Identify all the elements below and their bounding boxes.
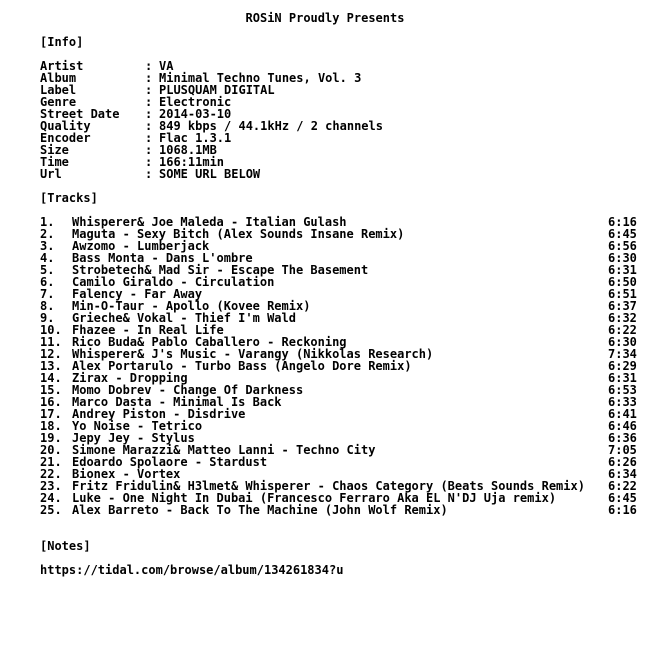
track-title: Marco Dasta - Minimal Is Back bbox=[72, 395, 282, 409]
track-title: Awzomo - Lumberjack bbox=[72, 239, 210, 253]
info-row bbox=[40, 132, 640, 144]
track-number: 6. bbox=[40, 275, 55, 289]
track-number: 11. bbox=[40, 335, 62, 349]
track-number: 23. bbox=[40, 479, 62, 493]
track-number: 5. bbox=[40, 263, 55, 277]
track-duration: 6:33 bbox=[608, 395, 637, 409]
track-row bbox=[40, 504, 640, 516]
track-duration: 6:41 bbox=[608, 407, 637, 421]
track-title: Camilo Giraldo - Circulation bbox=[72, 275, 275, 289]
track-duration: 7:05 bbox=[608, 443, 637, 457]
info-separator: : bbox=[145, 83, 153, 97]
track-number: 22. bbox=[40, 467, 62, 481]
info-key: Album bbox=[40, 71, 77, 85]
track-number: 14. bbox=[40, 371, 62, 385]
track-title: Alex Barreto - Back To The Machine (John Wolf Remix) bbox=[72, 503, 448, 517]
track-list bbox=[40, 216, 640, 516]
info-separator: : bbox=[145, 155, 153, 169]
info-separator: : bbox=[145, 143, 153, 157]
track-number: 20. bbox=[40, 443, 62, 457]
track-title: Alex Portarulo - Turbo Bass (Angelo Dore Remix) bbox=[72, 359, 412, 373]
track-title: Maguta - Sexy Bitch (Alex Sounds Insane Remix) bbox=[72, 227, 405, 241]
track-title: Rico Buda& Pablo Caballero - Reckoning bbox=[72, 335, 347, 349]
info-value: PLUSQUAM DIGITAL bbox=[159, 83, 275, 97]
track-duration: 6:36 bbox=[608, 431, 637, 445]
track-number: 19. bbox=[40, 431, 62, 445]
track-duration: 6:30 bbox=[608, 335, 637, 349]
info-separator: : bbox=[145, 107, 153, 121]
track-duration: 7:34 bbox=[608, 347, 637, 361]
info-separator: : bbox=[145, 59, 153, 73]
track-number: 12. bbox=[40, 347, 62, 361]
track-duration: 6:16 bbox=[608, 215, 637, 229]
track-duration: 6:50 bbox=[608, 275, 637, 289]
track-duration: 6:29 bbox=[608, 359, 637, 373]
track-number: 15. bbox=[40, 383, 62, 397]
track-title: Luke - One Night In Dubai (Francesco Ferraro Aka EL N'DJ Uja remix) bbox=[72, 491, 557, 505]
track-title: Zirax - Dropping bbox=[72, 371, 188, 385]
info-row bbox=[40, 144, 640, 156]
track-title: Momo Dobrev - Change Of Darkness bbox=[72, 383, 304, 397]
info-separator: : bbox=[145, 131, 153, 145]
track-title: Simone Marazzi& Matteo Lanni - Techno City bbox=[72, 443, 376, 457]
info-row bbox=[40, 156, 640, 168]
track-duration: 6:51 bbox=[608, 287, 637, 301]
track-duration: 6:31 bbox=[608, 371, 637, 385]
track-title: Bass Monta - Dans L'ombre bbox=[72, 251, 253, 265]
track-title: Whisperer& Joe Maleda - Italian Gulash bbox=[72, 215, 347, 229]
track-title: Whisperer& J's Music - Varangy (Nikkolas Research) bbox=[72, 347, 434, 361]
tracks-section-title: [Tracks] bbox=[40, 191, 98, 205]
track-duration: 6:32 bbox=[608, 311, 637, 325]
track-number: 17. bbox=[40, 407, 62, 421]
track-number: 21. bbox=[40, 455, 62, 469]
track-duration: 6:26 bbox=[608, 455, 637, 469]
track-title: Falency - Far Away bbox=[72, 287, 203, 301]
track-number: 9. bbox=[40, 311, 55, 325]
release-header: ROSiN Proudly Presents bbox=[245, 11, 405, 25]
info-value: Electronic bbox=[159, 95, 232, 109]
track-duration: 6:30 bbox=[608, 251, 637, 265]
info-key: Encoder bbox=[40, 131, 91, 145]
notes-url: https://tidal.com/browse/album/134261834?u bbox=[40, 563, 344, 577]
track-number: 16. bbox=[40, 395, 62, 409]
info-value: 2014-03-10 bbox=[159, 107, 232, 121]
info-section-title: [Info] bbox=[40, 35, 84, 49]
info-value: Flac 1.3.1 bbox=[159, 131, 232, 145]
info-value: SOME URL BELOW bbox=[159, 167, 261, 181]
info-value: 166:11min bbox=[159, 155, 225, 169]
track-number: 13. bbox=[40, 359, 62, 373]
notes-section-title: [Notes] bbox=[40, 539, 91, 553]
track-duration: 6:22 bbox=[608, 323, 637, 337]
info-key: Artist bbox=[40, 59, 84, 73]
track-title: Andrey Piston - Disdrive bbox=[72, 407, 246, 421]
track-number: 7. bbox=[40, 287, 55, 301]
track-number: 2. bbox=[40, 227, 55, 241]
track-duration: 6:56 bbox=[608, 239, 637, 253]
track-duration: 6:34 bbox=[608, 467, 637, 481]
track-number: 1. bbox=[40, 215, 55, 229]
info-value: 1068.1MB bbox=[159, 143, 217, 157]
track-number: 4. bbox=[40, 251, 55, 265]
info-separator: : bbox=[145, 95, 153, 109]
track-duration: 6:46 bbox=[608, 419, 637, 433]
spacer bbox=[40, 528, 640, 540]
track-number: 25. bbox=[40, 503, 62, 517]
spacer bbox=[40, 48, 640, 60]
info-separator: : bbox=[145, 71, 153, 85]
info-row bbox=[40, 120, 640, 132]
info-row bbox=[40, 84, 640, 96]
info-row bbox=[40, 72, 640, 84]
info-value: VA bbox=[159, 59, 174, 73]
info-list bbox=[40, 60, 640, 180]
info-value: Minimal Techno Tunes, Vol. 3 bbox=[159, 71, 362, 85]
track-duration: 6:16 bbox=[608, 503, 637, 517]
info-row bbox=[40, 96, 640, 108]
track-duration: 6:45 bbox=[608, 491, 637, 505]
info-key: Genre bbox=[40, 95, 77, 109]
info-separator: : bbox=[145, 167, 153, 181]
info-key: Size bbox=[40, 143, 69, 157]
track-duration: 6:53 bbox=[608, 383, 637, 397]
info-key: Street Date bbox=[40, 107, 120, 121]
track-number: 10. bbox=[40, 323, 62, 337]
track-title: Strobetech& Mad Sir - Escape The Basement bbox=[72, 263, 369, 277]
nfo-document bbox=[40, 12, 640, 576]
info-key: Quality bbox=[40, 119, 91, 133]
spacer bbox=[40, 180, 640, 192]
track-number: 24. bbox=[40, 491, 62, 505]
info-key: Time bbox=[40, 155, 69, 169]
track-title: Fritz Fridulin& H3lmet& Whisperer - Chaos Category (Beats Sounds Remix) bbox=[72, 479, 585, 493]
track-duration: 6:22 bbox=[608, 479, 637, 493]
track-duration: 6:45 bbox=[608, 227, 637, 241]
track-title: Min-O-Taur - Apollo (Kovee Remix) bbox=[72, 299, 311, 313]
track-title: Grieche& Vokal - Thief I'm Wald bbox=[72, 311, 296, 325]
info-key: Url bbox=[40, 167, 62, 181]
info-separator: : bbox=[145, 119, 153, 133]
track-duration: 6:31 bbox=[608, 263, 637, 277]
track-title: Bionex - Vortex bbox=[72, 467, 181, 481]
track-number: 8. bbox=[40, 299, 55, 313]
track-title: Yo Noise - Tetrico bbox=[72, 419, 203, 433]
info-key: Label bbox=[40, 83, 77, 97]
track-title: Jepy Jey - Stylus bbox=[72, 431, 195, 445]
spacer bbox=[40, 516, 640, 528]
track-number: 18. bbox=[40, 419, 62, 433]
info-value: 849 kbps / 44.1kHz / 2 channels bbox=[159, 119, 383, 133]
track-title: Fhazee - In Real Life bbox=[72, 323, 224, 337]
info-row bbox=[40, 168, 640, 180]
track-duration: 6:37 bbox=[608, 299, 637, 313]
track-number: 3. bbox=[40, 239, 55, 253]
track-title: Edoardo Spolaore - Stardust bbox=[72, 455, 268, 469]
